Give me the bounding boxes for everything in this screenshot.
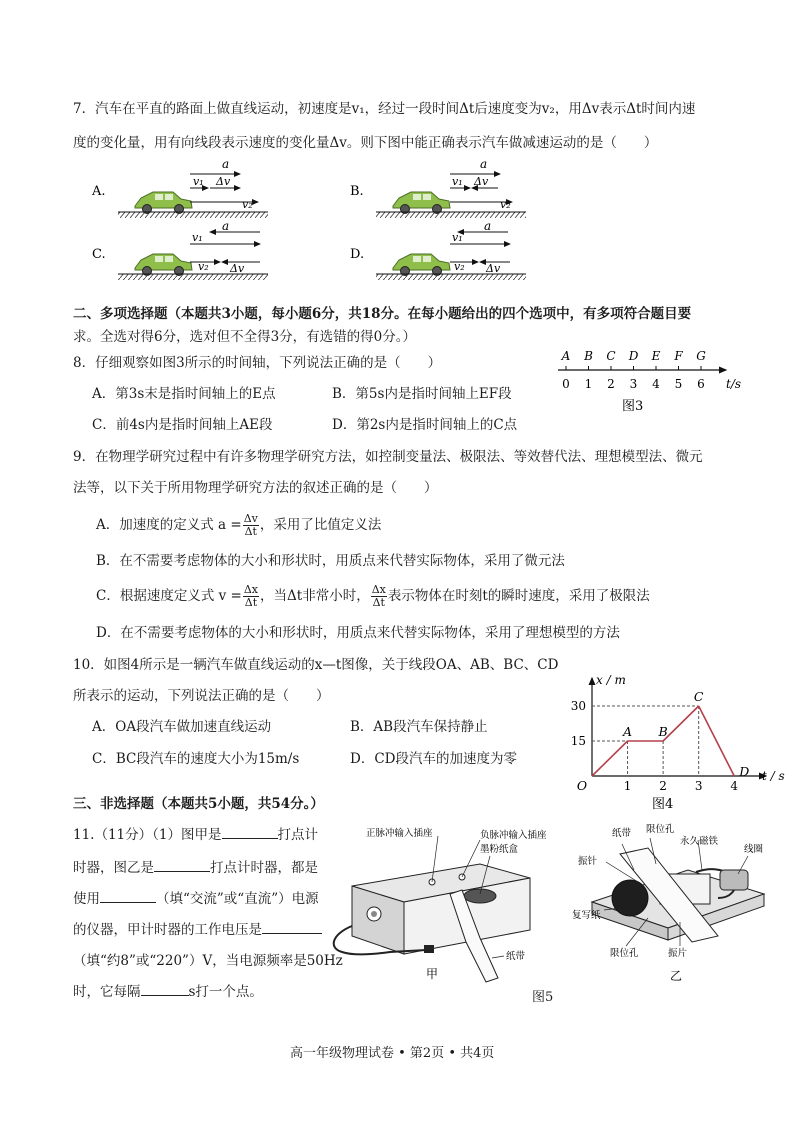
svg-text:Δv: Δv <box>474 175 489 188</box>
point-label: C <box>693 689 704 704</box>
timeline-letter: D <box>628 349 639 363</box>
car-c-icon <box>135 254 192 276</box>
label-toner-box: 墨粉纸盒 <box>480 844 519 855</box>
svg-text:Δv: Δv <box>486 262 501 275</box>
label-positive-socket: 正脉冲输入插座 <box>366 828 433 839</box>
label-paper-tape-yi: 纸带 <box>612 828 632 839</box>
coil-icon <box>720 870 748 890</box>
q7-line-2: 度的变化量，用有向线段表示速度的变化量Δv。则下图中能正确表示汽车做减速运动的是（ ） <box>73 135 658 151</box>
timeline-unit: t/s <box>726 377 742 391</box>
figure-5-caption: 图5 <box>532 990 554 1005</box>
q11-blank-5[interactable] <box>141 983 189 996</box>
timeline-number: 3 <box>629 377 638 391</box>
label-permanent-magnet: 永久磁铁 <box>680 836 719 847</box>
timeline-number: 4 <box>652 377 660 391</box>
timeline-number: 2 <box>607 377 615 391</box>
figure-3-caption: 图3 <box>622 399 644 414</box>
q9-option-a: A．加速度的定义式 a = $\frac{\Delta v}{\Delta t}$ ，采用了比值定义法 <box>96 512 382 538</box>
section-2-heading-line-2: 求。全选对得6分，选对但不全得3分，有选错的得0分。） <box>73 329 417 345</box>
section-2-heading-line-1: 二、多项选择题（本题共3小题，每小题6分，共18分。在每小题给出的四个选项中，有多项符合题目要 <box>73 306 692 322</box>
svg-text:a: a <box>480 157 488 171</box>
page-footer: 高一年级物理试卷 • 第2页 • 共4页 <box>290 1046 495 1061</box>
section-3-heading: 三、非选择题（本题共5小题，共54分。） <box>73 796 324 812</box>
label-coil: 线圈 <box>744 844 764 855</box>
svg-text:v₁: v₁ <box>192 231 203 244</box>
q7-options-figure <box>80 152 640 282</box>
q10-option-a: A．OA段汽车做加速直线运动 <box>92 719 272 735</box>
timeline-letter: G <box>696 349 706 363</box>
svg-text:v₁: v₁ <box>452 231 463 244</box>
q9-option-d: D．在不需要考虑物体的大小和形状时，用质点来代替实际物体，采用了理想模型的方法 <box>96 625 620 641</box>
point-label: A <box>623 724 633 739</box>
timeline-letter: A <box>561 349 571 363</box>
point-label: O <box>576 778 588 793</box>
figure-5-yi-caption: 乙 <box>670 969 683 983</box>
q9-line-2: 法等，以下关于所用物理学研究方法的叙述正确的是（ ） <box>73 480 438 496</box>
car-b-icon <box>393 192 450 214</box>
q10-option-c: C．BC段汽车的速度大小为15m/s <box>92 751 300 767</box>
point-label: D <box>739 764 750 779</box>
label-limit-hole-top: 限位孔 <box>646 824 675 835</box>
figure-4-xt-graph <box>560 672 785 812</box>
q7-line-1: 7．汽车在平直的路面上做直线运动，初速度是v₁，经过一段时间Δt后速度变为v₂，用Δv表示Δt时间内速 <box>73 101 696 117</box>
x-tick-label: 3 <box>694 779 703 793</box>
q11-line-2: 时器，图乙是 打点计时器，都是 <box>73 860 318 876</box>
svg-text:v₂: v₂ <box>242 198 253 211</box>
y-axis-label: x / m <box>596 673 626 687</box>
q10-option-d: D．CD段汽车的加速度为零 <box>350 751 517 767</box>
timeline-letter: C <box>606 349 616 363</box>
label-limit-hole-bottom: 限位孔 <box>610 948 639 959</box>
timeline-letter: E <box>651 349 661 363</box>
timeline-number: 1 <box>584 377 593 391</box>
q7-option-b-label: B. <box>350 184 364 199</box>
graph-segment <box>592 741 628 776</box>
label-paper-tape-jia: 纸带 <box>506 951 526 962</box>
figure-5-jia-timer <box>330 826 560 986</box>
q9-option-b: B．在不需要考虑物体的大小和形状时，用质点来代替实际物体，采用了微元法 <box>96 553 565 569</box>
timeline-letter: B <box>584 349 593 363</box>
q7-option-d-label: D. <box>350 247 365 262</box>
timeline-number: 0 <box>562 377 570 391</box>
timeline-number: 5 <box>674 377 683 391</box>
graph-segment <box>663 706 699 741</box>
q11-line-3: 使用 （填“交流”或“直流”）电源 <box>73 891 319 907</box>
label-negative-socket: 负脉冲输入插座 <box>480 830 547 841</box>
car-a-icon <box>135 192 192 214</box>
q9-option-c: C．根据速度定义式 v = $\frac{\Delta x}{\Delta t}$ ，当Δt非常小时， $\frac{\Delta x}{\Delta t}$ 表示物体在时刻t的瞬时速度，采用了极限法 <box>96 583 650 609</box>
q11-line-1: 11.（11分）（1）图甲是 打点计 <box>73 827 318 843</box>
svg-text:v₂: v₂ <box>454 260 465 273</box>
svg-text:a: a <box>222 219 230 233</box>
figure-5-yi-timer <box>568 818 778 986</box>
point-label: B <box>658 724 668 739</box>
q11-blank-3[interactable] <box>100 890 156 903</box>
figure-5-jia-caption: 甲 <box>426 967 439 981</box>
q11-blank-1[interactable] <box>222 826 278 839</box>
q8-option-c: C．前4s内是指时间轴上AE段 <box>92 417 273 433</box>
svg-text:v₂: v₂ <box>198 260 209 273</box>
q11-blank-2[interactable] <box>154 859 210 872</box>
graph-segment <box>699 706 735 776</box>
timeline-number: 6 <box>697 377 705 391</box>
x-tick-label: 4 <box>730 779 739 793</box>
svg-text:v₂: v₂ <box>500 198 511 211</box>
svg-text:v₁: v₁ <box>193 175 204 188</box>
label-carbon-paper: 复写纸 <box>572 910 601 921</box>
q10-line-2: 所表示的运动，下列说法正确的是（ ） <box>73 688 330 704</box>
q11-line-6: 时，它每隔 s打一个点。 <box>73 984 263 1000</box>
q10-line-1: 10．如图4所示是一辆汽车做直线运动的x—t图像，关于线段OA、AB、BC、CD <box>73 657 559 673</box>
q11-blank-4[interactable] <box>262 921 322 934</box>
q9-line-1: 9．在物理学研究过程中有许多物理学研究方法，如控制变量法、极限法、等效替代法、理想模型法、微元 <box>73 449 703 465</box>
label-vibrating-plate: 振片 <box>668 948 688 959</box>
timeline-letter: F <box>674 349 683 363</box>
q10-option-b: B．AB段汽车保持静止 <box>350 719 488 735</box>
q11-line-4: 的仪器，甲计时器的工作电压是 <box>73 921 322 939</box>
y-tick-label: 30 <box>570 699 586 713</box>
q8-stem: 8．仔细观察如图3所示的时间轴，下列说法正确的是（ ） <box>73 355 442 371</box>
q11-line-5: （填“约8”或“220”）V，当电源频率是50Hz <box>73 953 343 969</box>
label-needle: 振针 <box>578 856 598 867</box>
svg-text:v₁: v₁ <box>452 175 463 188</box>
svg-text:a: a <box>484 219 492 233</box>
svg-text:Δv: Δv <box>216 175 231 188</box>
q8-option-d: D．第2s内是指时间轴上的C点 <box>332 417 518 433</box>
q8-option-a: A．第3s末是指时间轴上的E点 <box>92 386 276 402</box>
figure-4-caption: 图4 <box>652 797 674 812</box>
y-tick-label: 15 <box>570 734 586 748</box>
figure-3-timeline <box>548 344 748 418</box>
svg-text:Δv: Δv <box>230 262 245 275</box>
car-d-icon <box>393 254 450 276</box>
carbon-disc-icon <box>612 880 648 916</box>
q8-option-b: B．第5s内是指时间轴上EF段 <box>332 386 512 402</box>
svg-text:a: a <box>222 157 230 171</box>
x-tick-label: 1 <box>623 779 632 793</box>
x-tick-label: 2 <box>659 779 667 793</box>
q7-option-c-label: C. <box>92 247 106 262</box>
x-axis-label: t / s <box>762 769 785 783</box>
q7-option-a-label: A. <box>92 184 106 199</box>
